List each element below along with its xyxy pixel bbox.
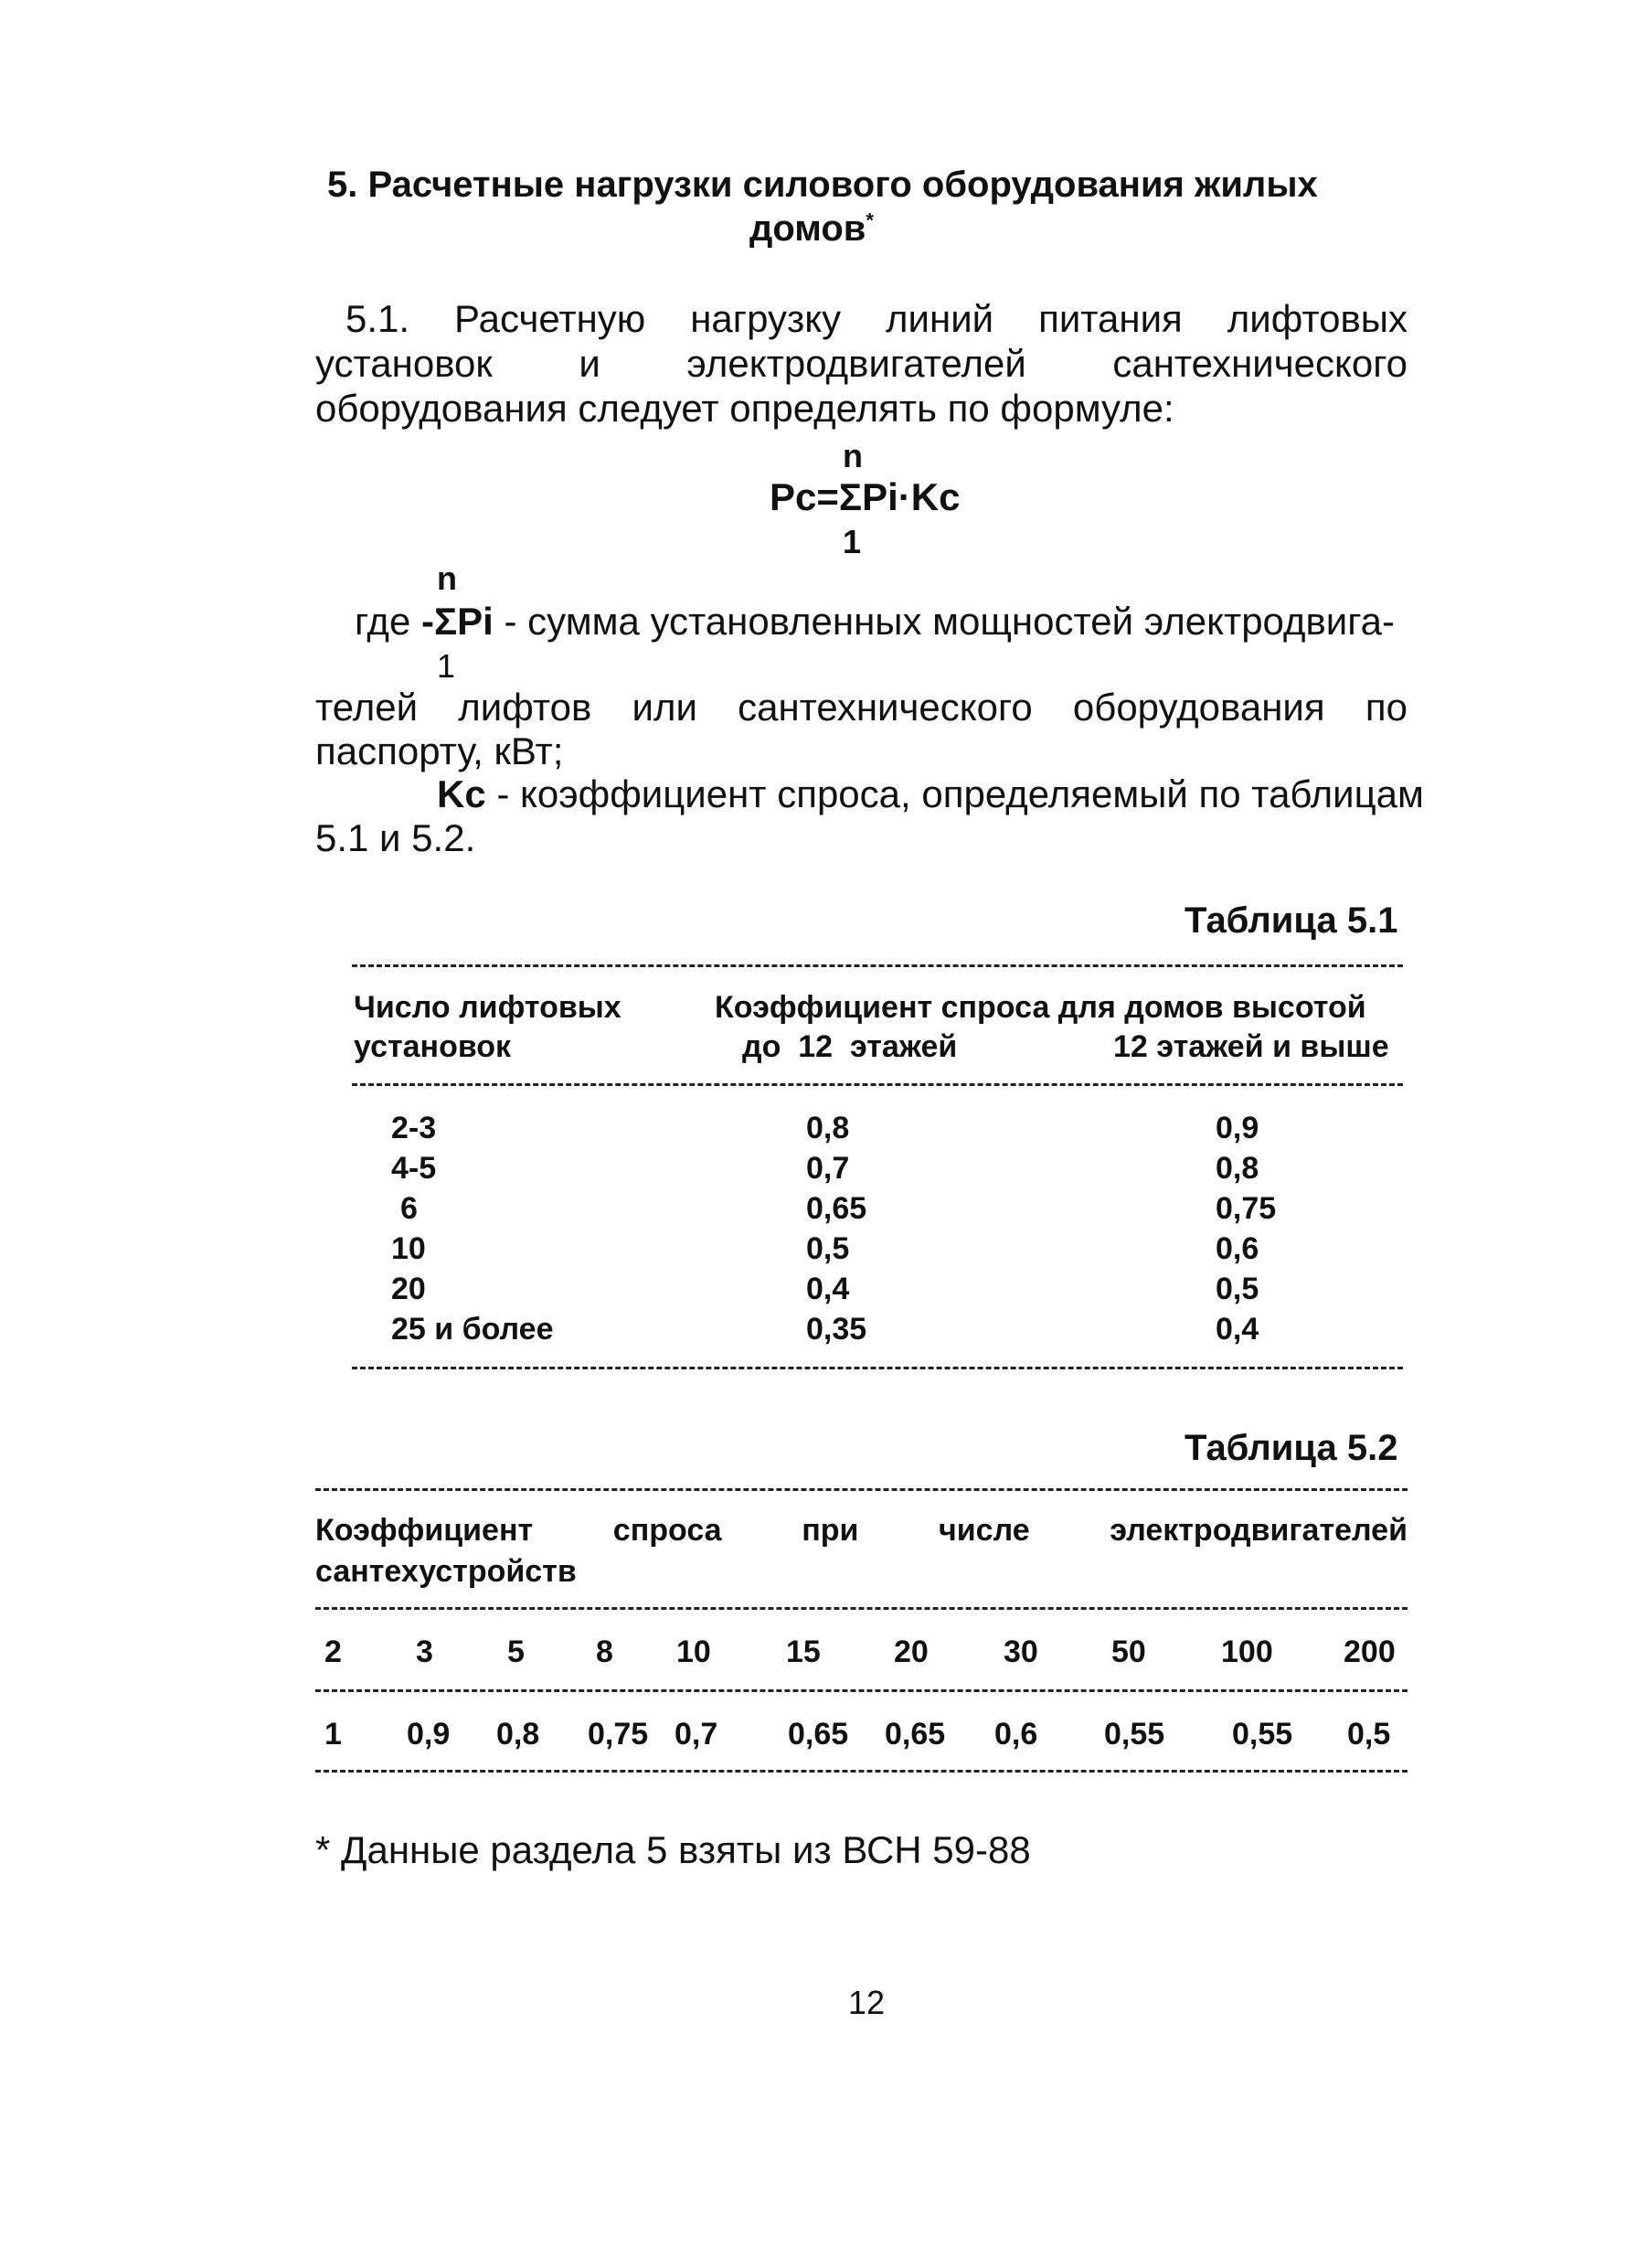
table2-coef-cell: 0,65 <box>885 1717 946 1752</box>
para-word: Расчетную <box>454 297 646 340</box>
table1-cell-high: 0,4 <box>1216 1312 1259 1347</box>
table2-header-word: Коэффициент <box>315 1513 534 1548</box>
where-upper-limit: n <box>437 559 457 597</box>
table1-header-col1-line1: Число лифтовых <box>354 990 621 1025</box>
where-symbol: -ΣPi <box>420 600 494 643</box>
table2-count-cell: 50 <box>1111 1634 1146 1669</box>
para-word: и <box>579 342 600 385</box>
section-title-line2 <box>749 208 874 250</box>
table1-cell-low: 0,8 <box>806 1111 850 1145</box>
table1-header-col3: 12 этажей и выше <box>1113 1029 1389 1064</box>
para-word: нагрузку <box>690 297 842 340</box>
where-cont-line2: паспорту, кВт; <box>315 729 564 772</box>
para-word: линий <box>886 297 994 340</box>
para-word: установок <box>315 342 493 385</box>
table1-caption: Таблица 5.1 <box>1185 900 1398 941</box>
table2-count-cell: 2 <box>324 1634 342 1669</box>
table2-rule-header <box>315 1607 1408 1610</box>
formula-main: Pc=ΣPi·Kc <box>770 475 961 518</box>
table1-rule-top <box>352 964 1403 967</box>
table1-cell-high: 0,8 <box>1216 1151 1259 1186</box>
table1-rule-header <box>352 1083 1403 1086</box>
table1-cell-high: 0,5 <box>1216 1272 1259 1306</box>
table1-rule-bottom <box>352 1367 1403 1369</box>
table2-count-cell: 20 <box>894 1634 929 1669</box>
where-prefix: где <box>355 600 421 643</box>
kc-text: - коэффициент спроса, определяемый по таблицам <box>485 772 1424 815</box>
table1-cell-count: 25 и более <box>391 1312 554 1347</box>
where-lower-limit: 1 <box>437 647 456 685</box>
table2-coef-cell: 0,65 <box>788 1717 849 1752</box>
where-line <box>355 600 1395 644</box>
footnote-mark: * <box>866 208 874 232</box>
para-line3: оборудования следует определять по формуле: <box>315 387 1174 430</box>
table1-cell-high: 0,6 <box>1216 1231 1259 1266</box>
para-word: по <box>1365 686 1408 729</box>
table2-coef-cell: 0,9 <box>407 1717 451 1752</box>
para-word: электродвигателей <box>686 342 1026 385</box>
table2-count-cell: 10 <box>676 1634 711 1669</box>
para-word: телей <box>315 686 419 729</box>
table2-count-cell: 5 <box>507 1634 525 1669</box>
table2-header-word: электродвигателей <box>1110 1513 1408 1548</box>
table2-coef-cell: 0,6 <box>994 1717 1038 1752</box>
table1-cell-low: 0,4 <box>806 1272 850 1306</box>
table2-caption: Таблица 5.2 <box>1185 1428 1398 1468</box>
table1-cell-count: 4-5 <box>391 1151 437 1186</box>
para-word: или <box>632 686 697 729</box>
para-line1 <box>345 297 1408 341</box>
table2-count-cell: 100 <box>1221 1634 1273 1669</box>
table2-header-word: спроса <box>612 1513 722 1548</box>
kc-symbol: Kc <box>437 772 486 815</box>
table2-count-cell: 15 <box>786 1634 821 1669</box>
table2-rule-top <box>315 1488 1408 1491</box>
table2-coef-cell: 0,8 <box>496 1717 540 1752</box>
table2-rule-middle <box>315 1689 1408 1692</box>
table2-coef-cell: 0,75 <box>588 1717 649 1752</box>
table2-coef-cell: 0,55 <box>1104 1717 1165 1752</box>
table1-cell-high: 0,75 <box>1216 1191 1277 1226</box>
table2-count-cell: 200 <box>1344 1634 1396 1669</box>
table2-header-line1 <box>315 1513 1408 1549</box>
formula-lower-limit: 1 <box>843 523 862 560</box>
where-text: - сумма установленных мощностей электродвига- <box>493 600 1396 643</box>
table2-coef-cell: 0,7 <box>675 1717 718 1752</box>
kc-line <box>437 772 1424 816</box>
page-number: 12 <box>848 1984 886 2021</box>
para-word: питания <box>1038 297 1183 340</box>
para-word: оборудования <box>1072 686 1325 729</box>
para-word: сантехнического <box>1112 342 1408 385</box>
para-word: 5.1. <box>345 297 410 340</box>
table1-cell-low: 0,5 <box>806 1231 850 1266</box>
table2-coef-cell: 0,5 <box>1347 1717 1391 1752</box>
table2-header-word: при <box>802 1513 859 1548</box>
table1-cell-low: 0,35 <box>806 1312 867 1347</box>
para-word: сантехнического <box>738 686 1033 729</box>
para-word: лифтовых <box>1227 297 1408 340</box>
para-word: лифтов <box>458 686 592 729</box>
section-title-line1: 5. Расчетные нагрузки силового оборудования жилых <box>327 165 1318 205</box>
formula-upper-limit: n <box>843 437 863 474</box>
section-title-word: домов <box>749 208 866 249</box>
table1-header-col2: до 12 этажей <box>742 1029 958 1064</box>
table1-header-group: Коэффициент спроса для домов высотой <box>715 990 1366 1025</box>
table2-header-line2: сантехустройств <box>315 1554 577 1589</box>
table2-rule-bottom <box>315 1770 1408 1773</box>
footnote: * Данные раздела 5 взяты из ВСН 59-88 <box>315 1828 1031 1871</box>
para-line2 <box>315 342 1408 386</box>
table1-cell-count: 6 <box>400 1191 418 1226</box>
table2-coef-cell: 1 <box>324 1717 342 1752</box>
table1-cell-count: 10 <box>391 1231 426 1266</box>
where-cont-line1 <box>315 686 1408 729</box>
table1-cell-high: 0,9 <box>1216 1111 1259 1145</box>
table2-header-word: числе <box>939 1513 1030 1548</box>
table1-header-col1-line2: установок <box>354 1029 512 1064</box>
table2-count-cell: 30 <box>1004 1634 1038 1669</box>
table1-cell-count: 2-3 <box>391 1111 437 1145</box>
table1-cell-low: 0,65 <box>806 1191 867 1226</box>
kc-line2: 5.1 и 5.2. <box>315 816 476 859</box>
table1-cell-low: 0,7 <box>806 1151 850 1186</box>
table1-cell-count: 20 <box>391 1272 426 1306</box>
table2-coef-cell: 0,55 <box>1232 1717 1293 1752</box>
table2-count-cell: 3 <box>416 1634 433 1669</box>
table2-count-cell: 8 <box>596 1634 613 1669</box>
